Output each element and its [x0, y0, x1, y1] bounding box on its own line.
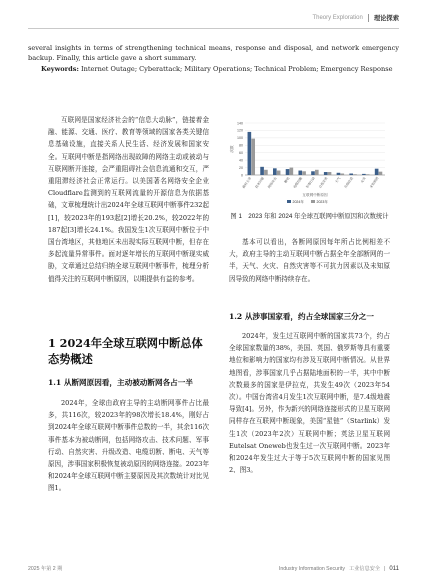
y-tick-label: 40 — [239, 158, 243, 163]
section-en: Theory Exploration — [312, 14, 363, 21]
y-tick-label: 0 — [241, 173, 243, 178]
bar-2023 — [340, 174, 344, 175]
y-tick-label: 20 — [239, 165, 243, 170]
bar-2024 — [286, 169, 290, 175]
legend-swatch-2023 — [311, 200, 315, 203]
header-rule — [28, 28, 399, 29]
x-tick-label: 电缆切断 — [292, 176, 304, 190]
x-tick-label: 天气 — [334, 176, 342, 184]
bar-2024 — [324, 172, 328, 175]
x-tick-label: 政府主导 — [241, 176, 253, 190]
bar-2024 — [337, 173, 341, 175]
y-tick-label: 100 — [237, 136, 243, 141]
x-tick-label: 军事行动 — [305, 176, 316, 190]
footer-separator: | — [384, 565, 386, 572]
y-tick-label: 140 — [237, 121, 243, 126]
bar-2024 — [273, 168, 277, 175]
bar-2023 — [264, 170, 268, 175]
bar-2024 — [375, 169, 379, 175]
section-1-title: 1 2024年全球互联网中断总体态势概述 — [48, 336, 203, 366]
journal-en: Industry Information Security — [278, 565, 345, 572]
bar-2023 — [328, 172, 332, 175]
legend-label-2023: 2023年 — [316, 199, 328, 204]
subsection-1-2-body — [229, 330, 390, 476]
x-tick-label: 自然灾害 — [317, 176, 329, 190]
figure-1 — [229, 117, 389, 207]
bar-2023 — [315, 170, 319, 175]
issue-label: 2025 年第 2 期 — [28, 566, 63, 572]
x-tick-label: 技术问题 — [254, 176, 265, 190]
subsection-1-2-paragraph: 2024年，发生过互联网中断的国家共73个，约占全球国家数量的38%，美国、英国、俄罗斯等具有重要地位和影响力的国家均有涉及互联网中断情况。从世界地图看，涉事国家几乎占据陆地面积的一半，其中中断次数最多的国家是伊拉克，共发生49次（2023年54次）。中国台湾省4月发生1次互联网中断，是7.4级地震导致[4]。另外，作为新兴的网络连接形式的卫星互联网同样存在互联网中断现象，美国“星链”（Starlink）发生1次（2023年2次）互联网中断；英法卫星互联网Eutelsat Oneweb也发生过一次互联网中断。2023年和2024年发生过大于等于5次互联网中断的国家见图2、图3。 — [229, 332, 390, 475]
bar-2023 — [251, 139, 255, 175]
legend-label-2024: 2024年 — [292, 199, 304, 204]
keywords-label: Keywords: — [41, 64, 79, 73]
section-zh: 理论探索 — [373, 15, 399, 22]
x-tick-label: 网络攻击 — [267, 176, 278, 190]
bar-2023 — [290, 168, 294, 175]
bar-2023 — [277, 171, 281, 175]
legend-swatch-2024 — [287, 200, 291, 203]
y-tick-label: 80 — [239, 143, 243, 148]
bar-2024 — [260, 167, 264, 175]
page-header — [0, 0, 427, 30]
bar-2023 — [353, 174, 357, 175]
figure-1-caption: 图 1 2023 年和 2024 年全球互联网中断原因和次数统计 — [230, 213, 389, 220]
x-tick-label: 断电 — [283, 176, 291, 184]
x-tick-label: 火灾 — [359, 176, 367, 184]
intro-paragraph: 互联网是国家经济社会的“信息大动脉”，链接着金融、能源、交通、医疗、教育等领域的国家各类关键信息基础设施，直接关系人民生活、经济发展和国家安全。互联网中断是指网络出现故障的网络主动或被动与互联网断开连接，会严重阻碍社会信息流通和交互，严重阻滞经济社会正常运行。以美国著名网络安全企业Cloudflare监测到的互联网流量的开源信息为依据基础，文章梳理统计出2024年全球互联网中断事件232起[1]，较2023年的193起[2]增长20.2%，较2022年的187起[3]增长24.1%。我国发生1次互联网中断位于中国台湾地区，其他地区未出现实际互联网中断，但存在多起流量异常事件。面对逐年增长的互联网中断现实威胁，文章通过总结归纳全球互联网中断事件，梳理分析值得关注的互联网中断原因，以期提供有益的参考。 — [48, 116, 209, 283]
page-number: 011 — [389, 565, 399, 572]
x-tick-label: 未知原因 — [368, 176, 380, 190]
abstract-body: several insights in terms of strengthening technical means, response and disposal, and network emergency backup. Finally, this article gave a short summary. — [28, 44, 399, 63]
x-axis-label: 互联网中断原因 — [302, 193, 328, 197]
bar-2024 — [248, 132, 252, 175]
after-figure-paragraph: 基本可以看出，各断网原因每年所占比例相差不大，政府主导的主动互联网中断占据全年全部断网的一半，天气、火灾、自然灾害等不可抗力因素以及未知原因导致的网络中断持续存在。 — [229, 238, 390, 283]
y-tick-label: 60 — [239, 151, 243, 156]
footer-right — [279, 565, 399, 572]
x-tick-label: 升级改造 — [343, 176, 355, 190]
bar-2024 — [362, 174, 366, 175]
bar-2023 — [366, 174, 370, 175]
subsection-1-1-paragraph: 2024年，全球由政府主导的主动断网事件占比最多，共116次，较2023年的98次增长18.4%，刚好占到2024年全球互联网中断事件总数的一半，其余116次事件基本为被动断网，包括网络攻击、技术问题、军事行动、自然灾害、升级改造、电缆切断、断电、天气等原因，涉事国家积极恢复被动原因的网络连接。2023年和2024年全球互联网中断主要原因及其次数统计对比见图1。 — [48, 399, 209, 493]
abstract-en — [28, 43, 399, 74]
bar-2024 — [298, 171, 302, 175]
subsection-1-1-body — [48, 397, 209, 495]
y-axis-label: 次数 — [230, 145, 234, 153]
journal-zh: 工业信息安全 — [348, 566, 381, 572]
bar-2024 — [349, 174, 353, 175]
intro-column — [48, 114, 209, 285]
header-separator — [368, 14, 369, 22]
figure-1-chart — [229, 117, 389, 207]
subsection-1-2-title: 1.2 从涉事国家看，约占全球国家三分之一 — [229, 312, 374, 321]
after-figure-text — [229, 236, 390, 285]
section-label — [312, 13, 399, 22]
subsection-1-1-title: 1.1 从断网原因看，主动被动断网各占一半 — [48, 378, 193, 387]
bar-2023 — [302, 171, 306, 175]
bar-2024 — [311, 171, 315, 175]
keywords-text: Internet Outage; Cyberattack; Military Operations; Technical Problem; Emergency Response — [78, 64, 393, 73]
bar-2023 — [379, 172, 383, 175]
y-tick-label: 120 — [237, 128, 243, 133]
